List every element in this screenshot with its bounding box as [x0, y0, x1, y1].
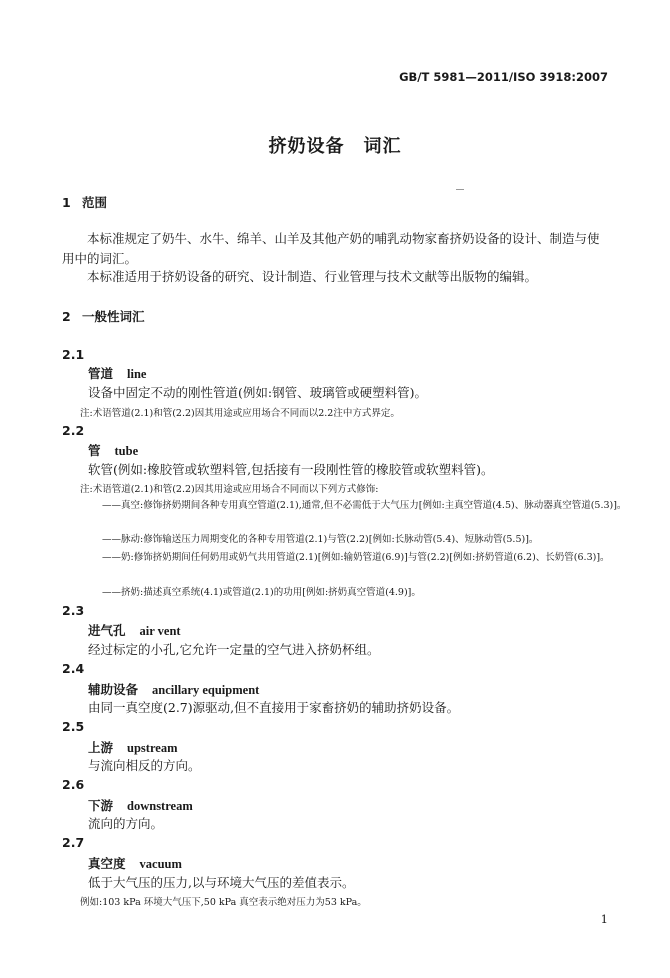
clause-number: 2.3 — [62, 603, 85, 618]
standard-number: GB/T 5981—2011/ISO 3918:2007 — [399, 70, 608, 84]
clause-number: 2.1 — [62, 347, 85, 362]
clause-number: 2.4 — [62, 661, 85, 676]
term-heading — [88, 854, 182, 872]
term-english: downstream — [127, 799, 193, 813]
scope-paragraph-1: 本标准规定了奶牛、水牛、绵羊、山羊及其他产奶的哺乳动物家畜挤奶设备的设计、制造与使用中的词汇。 — [62, 231, 600, 266]
section-title: 一般性词汇 — [82, 309, 145, 324]
term-english: vacuum — [139, 857, 182, 871]
document-title: 挤奶设备 词汇 — [268, 136, 402, 157]
term-english: tube — [114, 444, 139, 458]
section-2-heading — [62, 307, 145, 325]
term-chinese: 下游 — [88, 798, 114, 813]
term-heading — [88, 738, 177, 756]
section-title: 范围 — [82, 195, 108, 210]
term-note: 注:术语管道(2.1)和管(2.2)因其用途或应用场合不同而以下列方式修饰: — [80, 484, 379, 495]
note-list-item: ——真空:修饰挤奶期间各种专用真空管道(2.1),通常,但不必需低于大气压力[例如:主真空管道(4.5)、脉动器真空管道(5.3)]。 — [102, 500, 627, 511]
term-english: upstream — [127, 741, 178, 755]
term-definition: 由同一真空度(2.7)源驱动,但不直接用于家畜挤奶的辅助挤奶设备。 — [88, 700, 460, 715]
term-chinese: 真空度 — [88, 856, 126, 871]
note-list-item: ——奶:修饰挤奶期间任何奶用或奶气共用管道(2.1)[例如:输奶管道(6.9)]与管(2.2)[例如:挤奶管道(6.2)、长奶管(6.3)]。 — [102, 552, 610, 563]
term-definition: 经过标定的小孔,它允许一定量的空气进入挤奶杯组。 — [88, 642, 380, 657]
term-definition: 设备中固定不动的刚性管道(例如:钢管、玻璃管或硬塑料管)。 — [88, 385, 427, 400]
term-english: line — [127, 367, 147, 381]
term-english: ancillary equipment — [152, 683, 260, 697]
term-note: 注:术语管道(2.1)和管(2.2)因其用途或应用场合不同而以2.2注中方式界定。 — [80, 408, 400, 419]
term-english: air vent — [139, 624, 181, 638]
term-example: 例如:103 kPa 环境大气压下,50 kPa 真空表示绝对压力为53 kPa。 — [80, 897, 367, 908]
term-chinese: 管道 — [88, 366, 114, 381]
term-heading — [88, 621, 181, 639]
term-definition: 流向的方向。 — [88, 816, 164, 831]
note-list-item: ——脉动:修饰输送压力周期变化的各种专用管道(2.1)与管(2.2)[例如:长脉动管(5.4)、短脉动管(5.5)]。 — [102, 534, 539, 545]
scan-mark — [456, 189, 464, 190]
term-definition: 与流向相反的方向。 — [88, 758, 201, 773]
page-number: 1 — [600, 912, 608, 926]
section-number: 1 — [62, 195, 71, 210]
term-definition: 低于大气压的压力,以与环境大气压的差值表示。 — [88, 875, 355, 890]
clause-number: 2.5 — [62, 719, 85, 734]
term-definition: 软管(例如:橡胶管或软塑料管,包括接有一段刚性管的橡胶管或软塑料管)。 — [88, 462, 494, 477]
note-list-item: ——挤奶:描述真空系统(4.1)或管道(2.1)的功用[例如:挤奶真空管道(4.9)]。 — [102, 587, 421, 598]
term-chinese: 上游 — [88, 740, 114, 755]
term-chinese: 进气孔 — [88, 623, 126, 638]
clause-number: 2.7 — [62, 835, 85, 850]
term-chinese: 管 — [88, 443, 101, 458]
section-number: 2 — [62, 309, 71, 324]
term-chinese: 辅助设备 — [88, 682, 139, 697]
clause-number: 2.2 — [62, 423, 85, 438]
clause-number: 2.6 — [62, 777, 85, 792]
term-heading — [88, 364, 146, 382]
term-heading — [88, 441, 138, 459]
term-heading — [88, 796, 193, 814]
scope-paragraph-2: 本标准适用于挤奶设备的研究、设计制造、行业管理与技术文献等出版物的编辑。 — [87, 269, 538, 284]
section-1-heading — [62, 193, 107, 211]
term-heading — [88, 680, 259, 698]
